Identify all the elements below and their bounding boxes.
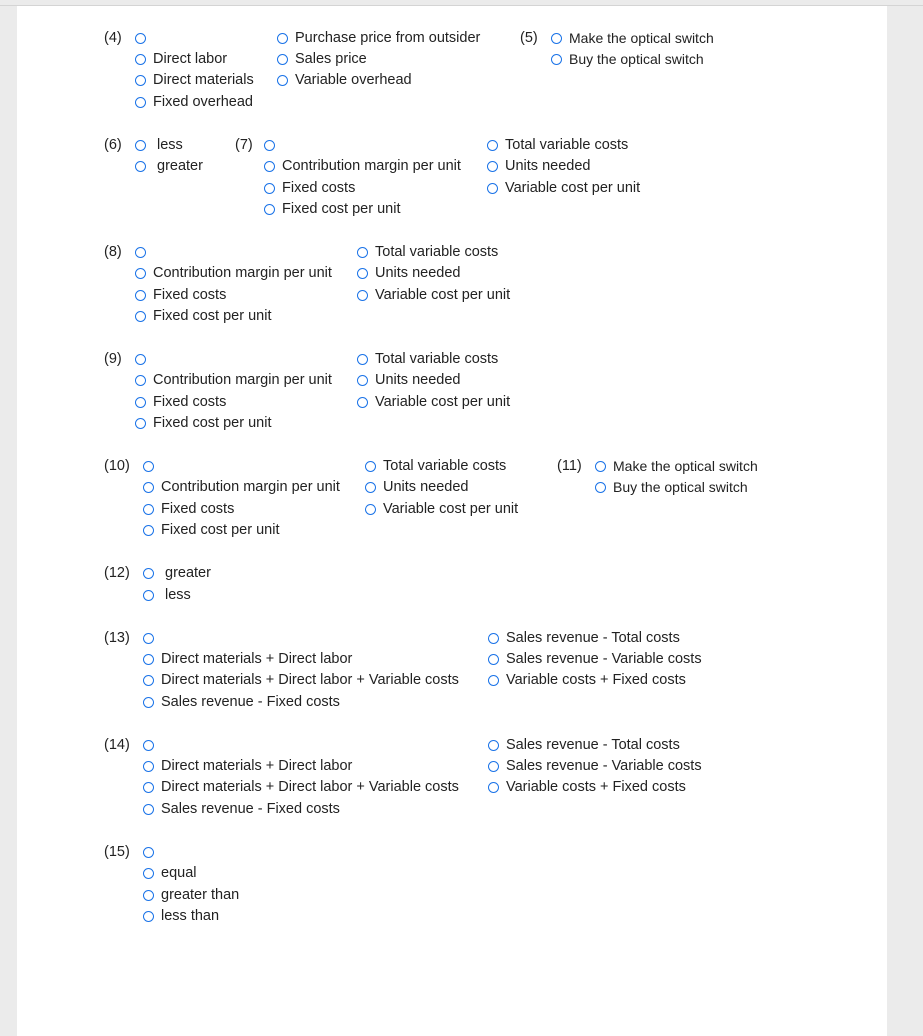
q12-option[interactable]: greater	[143, 565, 211, 582]
question-number: (10)	[104, 458, 130, 474]
q14-option[interactable]: Variable costs + Fixed costs	[488, 779, 686, 796]
radio-icon[interactable]	[143, 868, 154, 879]
radio-icon[interactable]	[487, 183, 498, 194]
q7-option[interactable]: Fixed costs	[264, 180, 355, 197]
radio-icon[interactable]	[365, 504, 376, 515]
q8-option[interactable]: Units needed	[357, 265, 460, 282]
radio-icon[interactable]	[488, 740, 499, 751]
radio-icon[interactable]	[143, 525, 154, 536]
q4-option[interactable]: Fixed overhead	[135, 94, 253, 111]
q11-option[interactable]: Buy the optical switch	[595, 479, 748, 496]
q9-option[interactable]: Total variable costs	[357, 351, 498, 368]
radio-icon[interactable]	[143, 804, 154, 815]
radio-icon[interactable]	[551, 33, 562, 44]
radio-icon[interactable]	[277, 75, 288, 86]
q9-option[interactable]: Fixed costs	[135, 394, 226, 411]
question-number: (11)	[557, 458, 582, 474]
q8-option[interactable]: Contribution margin per unit	[135, 265, 332, 282]
radio-icon[interactable]	[595, 482, 606, 493]
radio-icon[interactable]	[488, 633, 499, 644]
q4-option[interactable]: Sales price	[277, 51, 367, 68]
radio-icon[interactable]	[143, 590, 154, 601]
question-number: (12)	[104, 565, 130, 581]
q13-option[interactable]: Sales revenue - Fixed costs	[143, 694, 340, 711]
radio-icon[interactable]	[357, 247, 368, 258]
q14-option[interactable]: Sales revenue - Fixed costs	[143, 801, 340, 818]
radio-icon[interactable]	[143, 697, 154, 708]
radio-icon[interactable]	[357, 354, 368, 365]
radio-icon[interactable]	[365, 461, 376, 472]
radio-icon[interactable]	[143, 911, 154, 922]
radio-icon[interactable]	[135, 311, 146, 322]
radio-icon[interactable]	[488, 761, 499, 772]
blank-option-radio[interactable]	[143, 461, 154, 472]
q13-option[interactable]: Variable costs + Fixed costs	[488, 672, 686, 689]
question-number: (9)	[104, 351, 122, 367]
q15-option[interactable]: less than	[143, 908, 219, 925]
radio-icon[interactable]	[488, 654, 499, 665]
question-number: (6)	[104, 137, 122, 153]
q14-option[interactable]: Sales revenue - Variable costs	[488, 758, 702, 775]
radio-icon[interactable]	[135, 54, 146, 65]
radio-icon[interactable]	[357, 375, 368, 386]
q14-option[interactable]: Direct materials + Direct labor + Variable costs	[143, 779, 459, 796]
q9-option[interactable]: Contribution margin per unit	[135, 372, 332, 389]
radio-icon[interactable]	[264, 204, 275, 215]
q8-option[interactable]: Total variable costs	[357, 244, 498, 261]
question-number: (5)	[520, 30, 538, 46]
radio-icon[interactable]	[487, 161, 498, 172]
q4-option[interactable]: Direct labor	[135, 51, 227, 68]
q8-option[interactable]: Fixed costs	[135, 287, 226, 304]
radio-icon[interactable]	[143, 568, 154, 579]
q5-option[interactable]: Make the optical switch	[551, 30, 714, 47]
q13-option[interactable]: Direct materials + Direct labor	[143, 651, 352, 668]
blank-option-radio[interactable]	[135, 354, 146, 365]
question-number: (4)	[104, 30, 122, 46]
q6-option[interactable]: less	[135, 137, 183, 154]
q9-option[interactable]: Units needed	[357, 372, 460, 389]
q15-option[interactable]: greater than	[143, 887, 239, 904]
blank-option-radio[interactable]	[135, 247, 146, 258]
q7-option[interactable]: Total variable costs	[487, 137, 628, 154]
radio-icon[interactable]	[135, 375, 146, 386]
q8-option[interactable]: Variable cost per unit	[357, 287, 510, 304]
q9-option[interactable]: Variable cost per unit	[357, 394, 510, 411]
blank-option-radio[interactable]	[264, 140, 275, 151]
q13-option[interactable]: Sales revenue - Variable costs	[488, 651, 702, 668]
q13-option[interactable]: Direct materials + Direct labor + Variable costs	[143, 672, 459, 689]
radio-icon[interactable]	[143, 482, 154, 493]
radio-icon[interactable]	[488, 675, 499, 686]
question-number: (14)	[104, 737, 130, 753]
radio-icon[interactable]	[264, 183, 275, 194]
radio-icon[interactable]	[135, 97, 146, 108]
radio-icon[interactable]	[143, 675, 154, 686]
q10-option[interactable]: Units needed	[365, 479, 468, 496]
q4-option[interactable]: Direct materials	[135, 72, 254, 89]
q10-option[interactable]: Fixed costs	[143, 501, 234, 518]
radio-icon[interactable]	[143, 504, 154, 515]
radio-icon[interactable]	[135, 161, 146, 172]
blank-option-radio[interactable]	[143, 633, 154, 644]
q13-option[interactable]: Sales revenue - Total costs	[488, 630, 680, 647]
radio-icon[interactable]	[277, 33, 288, 44]
question-number: (13)	[104, 630, 130, 646]
q11-option[interactable]: Make the optical switch	[595, 458, 758, 475]
q14-option[interactable]: Sales revenue - Total costs	[488, 737, 680, 754]
radio-icon[interactable]	[135, 290, 146, 301]
blank-option-radio[interactable]	[143, 847, 154, 858]
radio-icon[interactable]	[135, 268, 146, 279]
blank-option-radio[interactable]	[135, 33, 146, 44]
radio-icon[interactable]	[264, 161, 275, 172]
radio-icon[interactable]	[143, 782, 154, 793]
q10-option[interactable]: Contribution margin per unit	[143, 479, 340, 496]
radio-icon[interactable]	[488, 782, 499, 793]
radio-icon[interactable]	[135, 397, 146, 408]
q10-option[interactable]: Variable cost per unit	[365, 501, 518, 518]
radio-icon[interactable]	[487, 140, 498, 151]
radio-icon[interactable]	[135, 140, 146, 151]
q9-option[interactable]: Fixed cost per unit	[135, 415, 271, 432]
q4-option[interactable]: Purchase price from outsider	[277, 30, 480, 47]
q4-option[interactable]: Variable overhead	[277, 72, 412, 89]
question-number: (8)	[104, 244, 122, 260]
blank-option-radio[interactable]	[143, 740, 154, 751]
q10-option[interactable]: Total variable costs	[365, 458, 506, 475]
radio-icon[interactable]	[357, 290, 368, 301]
q15-option[interactable]: equal	[143, 865, 196, 882]
q7-option[interactable]: Fixed cost per unit	[264, 201, 400, 218]
q14-option[interactable]: Direct materials + Direct labor	[143, 758, 352, 775]
q7-option[interactable]: Variable cost per unit	[487, 180, 640, 197]
q10-option[interactable]: Fixed cost per unit	[143, 522, 279, 539]
radio-icon[interactable]	[357, 268, 368, 279]
radio-icon[interactable]	[551, 54, 562, 65]
q12-option[interactable]: less	[143, 587, 191, 604]
q8-option[interactable]: Fixed cost per unit	[135, 308, 271, 325]
q7-option[interactable]: Units needed	[487, 158, 590, 175]
radio-icon[interactable]	[595, 461, 606, 472]
radio-icon[interactable]	[135, 418, 146, 429]
radio-icon[interactable]	[357, 397, 368, 408]
radio-icon[interactable]	[143, 761, 154, 772]
radio-icon[interactable]	[143, 654, 154, 665]
q5-option[interactable]: Buy the optical switch	[551, 51, 704, 68]
radio-icon[interactable]	[277, 54, 288, 65]
q6-option[interactable]: greater	[135, 158, 203, 175]
q7-option[interactable]: Contribution margin per unit	[264, 158, 461, 175]
question-number: (15)	[104, 844, 130, 860]
radio-icon[interactable]	[143, 890, 154, 901]
radio-icon[interactable]	[135, 75, 146, 86]
radio-icon[interactable]	[365, 482, 376, 493]
question-number: (7)	[235, 137, 253, 153]
